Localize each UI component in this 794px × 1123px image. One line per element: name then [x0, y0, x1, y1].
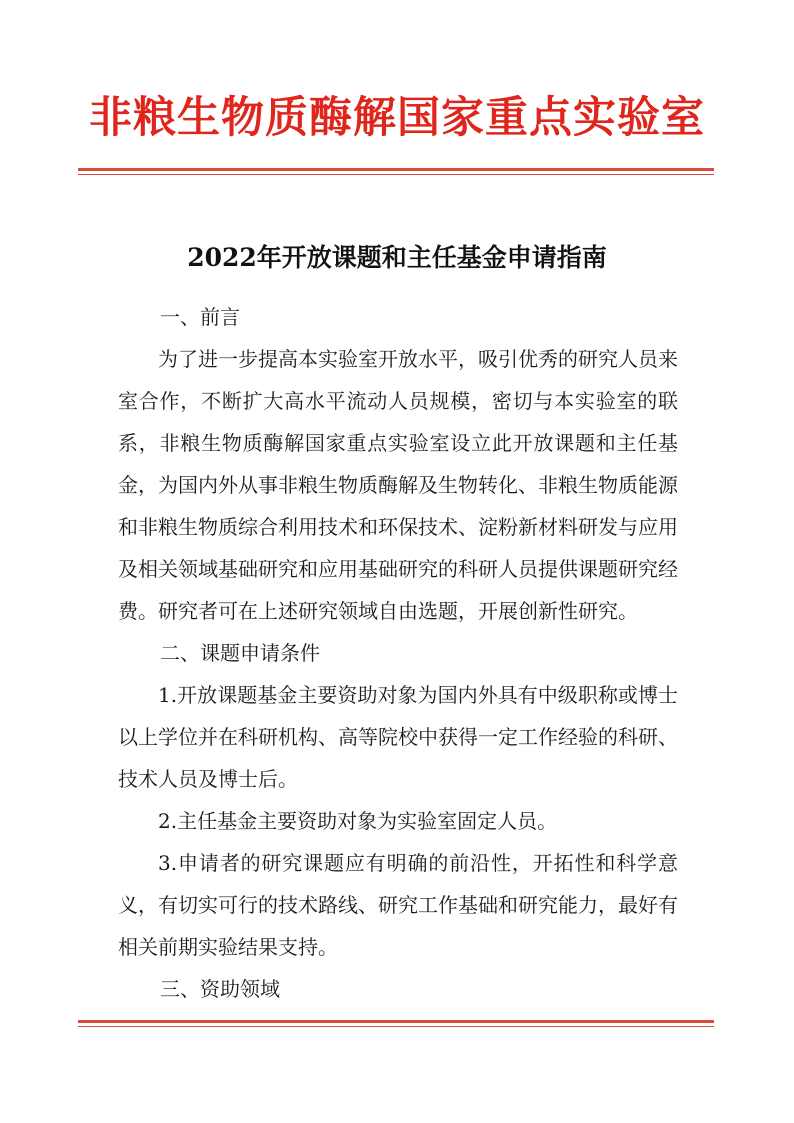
section-heading-conditions: 二、课题申请条件	[160, 641, 320, 665]
letterhead-divider-bottom	[78, 1020, 714, 1027]
document-body	[118, 296, 678, 1010]
preface-paragraph: 为了进一步提高本实验室开放水平，吸引优秀的研究人员来室合作，不断扩大高水平流动人员规模，密切与本实验室的联系，非粮生物质酶解国家重点实验室设立此开放课题和主任基金，为国内外从事非粮生物质酶解及生物转化、非粮生物质能源和非粮生物质综合利用技术和环保技术、淀粉新材料研发与应用及相关领域基础研究和应用基础研究的科研人员提供课题研究经费。研究者可在上述研究领域自由选题，开展创新性研究。	[118, 347, 678, 623]
document-title: 2022年开放课题和主任基金申请指南	[187, 243, 607, 272]
condition-paragraph-3: 3.申请者的研究课题应有明确的前沿性，开拓性和科学意义，有切实可行的技术路线、研究工作基础和研究能力，最好有相关前期实验结果支持。	[118, 851, 678, 959]
condition-paragraph-2: 2.主任基金主要资助对象为实验室固定人员。	[158, 809, 558, 833]
letterhead-divider-top	[78, 168, 714, 175]
letterhead-title: 非粮生物质酶解国家重点实验室	[89, 93, 705, 143]
section-heading-funding-areas: 三、资助领域	[160, 977, 280, 1001]
condition-paragraph-1: 1.开放课题基金主要资助对象为国内外具有中级职称或博士以上学位并在科研机构、高等院校中获得一定工作经验的科研、技术人员及博士后。	[118, 683, 678, 791]
section-heading-preface: 一、前言	[160, 305, 240, 329]
